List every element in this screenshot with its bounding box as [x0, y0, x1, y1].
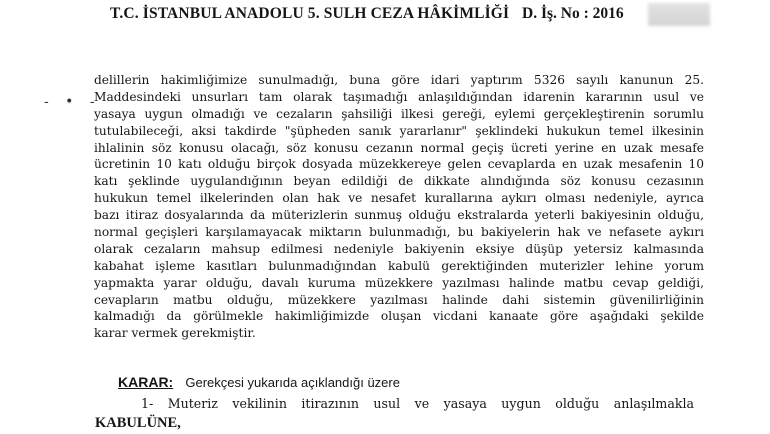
body-paragraph: [94, 72, 704, 342]
body-line: tutulabileceği, aksi takdirde "şüpheden sanık yararlanır" şeklindeki hukukun temel ilkesinin: [94, 123, 704, 138]
body-line: katı şeklinde uygulandığının beyan edildiği de dikkate alındığında söz konusu cezasının: [94, 174, 704, 189]
decision-item-1: 1- Muteriz vekilinin itirazının usul ve yasaya uygun olduğu anlaşılmakla: [141, 396, 694, 411]
karar-text: Gerekçesi yukarıda açıklandığı üzere: [185, 375, 400, 390]
body-line: bazı itiraz dosyalarında da müterizlerin sunmuş olduğu ekstralarda yeterli bakiyesinin olduğu,: [94, 208, 704, 223]
body-line: hukukun temel ilkelerinden olan hak ve nesafet kurallarına aykırı olması nedeniyle, ayrıca: [94, 191, 704, 206]
body-line: ücretinin 10 katı olduğu birçok dosyada müzekkereye gelen cevaplarda en uzak mesafenin 10: [94, 157, 704, 172]
karar-heading: [118, 374, 400, 391]
body-line: normal geçişleri karşılamayacak miktarın bulunmadığı, bu bakiyelerin hak ve nefasete aykırı: [94, 225, 704, 240]
body-line: ihlalinin söz konusu olacağı, söz konusu cezanın normal geçiş ücreti yerine en uzak mesafe: [94, 140, 704, 155]
case-number: D. İş. No : 2016: [522, 5, 624, 22]
body-line: karar vermek gerekmiştir.: [94, 326, 256, 341]
document-header: [0, 0, 770, 30]
karar-label: KARAR:: [118, 374, 174, 390]
body-line: yasaya uygun olmadığı ve cezaların şahsiliği ilkesi gereği, eylemi gerçekleştirenin sorumlu: [94, 106, 704, 121]
body-line: kabahat işleme kasıtları bulunmadığından kabulü gerektiğinden muterizler lehine yorum: [94, 258, 704, 273]
body-line: yapmakta yarar olduğu, davalı kuruma müzekkere yazılması halinde matbu cevap geldiği,: [94, 275, 704, 290]
body-line: cevapların matbu olduğu, müzekkere yazılması halinde dahi sistemin güvenilirliğinin: [94, 292, 704, 307]
body-line: delillerin hakimliğimize sunulmadığı, buna göre idari yaptırım 5326 sayılı kanunun 25.: [94, 73, 704, 87]
court-title: T.C. İSTANBUL ANADOLU 5. SULH CEZA HÂKİMLİĞİ: [110, 5, 510, 22]
decision-acceptance: KABULÜNE,: [95, 415, 181, 431]
redacted-number-block: [648, 3, 710, 26]
body-line: kalmadığı da görülmekle hakimliğimizde oluşan vicdani kanaate göre aşağıdaki şekilde: [94, 309, 704, 324]
body-line: Maddesindeki unsurları tam olarak taşımadığı anlaşıldığından idarenin kararının usul ve: [94, 89, 704, 104]
margin-marks: - • -: [44, 94, 101, 110]
body-line: olarak cezaların mahsup edilmesi nedeniyle bakiyenin eksiye düşüp yetersiz kalmasında: [94, 241, 704, 256]
